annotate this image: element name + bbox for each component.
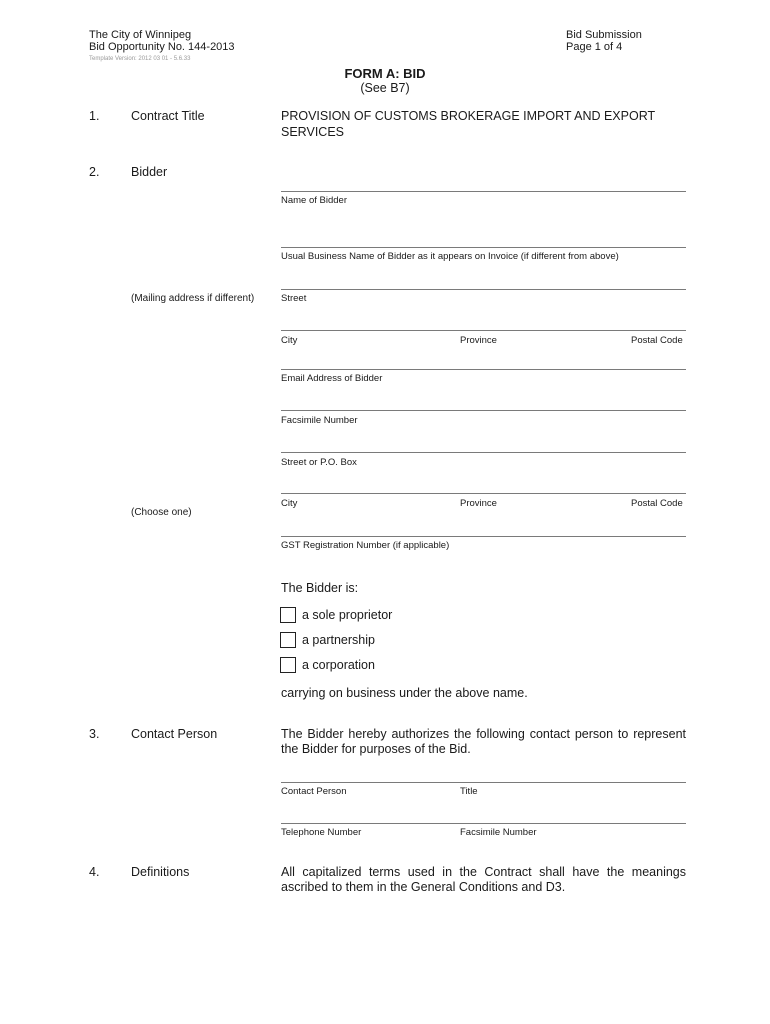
gst-line[interactable] xyxy=(281,536,686,537)
facsimile-line[interactable] xyxy=(281,410,686,411)
street-po-line[interactable] xyxy=(281,452,686,453)
form-title: FORM A: BID xyxy=(344,66,426,81)
contract-title-line2: SERVICES xyxy=(281,125,344,139)
street-po-label: Street or P.O. Box xyxy=(281,457,357,468)
facsimile-label-2: Facsimile Number xyxy=(460,827,537,838)
province-label-2: Province xyxy=(460,498,497,509)
title-label: Title xyxy=(460,786,478,797)
section-2-label: Bidder xyxy=(131,165,168,179)
usual-business-name-label: Usual Business Name of Bidder as it appears on Invoice (if different from above) xyxy=(281,251,619,262)
contact-title-line[interactable] xyxy=(281,782,686,783)
facsimile-label: Facsimile Number xyxy=(281,415,358,426)
street-line[interactable] xyxy=(281,289,686,290)
telephone-label: Telephone Number xyxy=(281,827,362,838)
name-of-bidder-line[interactable] xyxy=(281,191,686,192)
page-number: Page 1 of 4 xyxy=(566,41,623,53)
postal-code-label-2: Postal Code xyxy=(631,498,683,509)
section-2-number: 2. xyxy=(89,165,100,179)
bid-opportunity-number: Bid Opportunity No. 144-2013 xyxy=(89,41,235,53)
partnership-label: a partnership xyxy=(302,633,375,647)
province-label: Province xyxy=(460,335,497,346)
contact-person-text: The Bidder hereby authorizes the following contact person to represent the Bidder for purposes of the Bid. xyxy=(281,727,686,756)
bidder-is-heading: The Bidder is: xyxy=(281,581,359,595)
usual-business-name-line[interactable] xyxy=(281,247,686,248)
gst-label: GST Registration Number (if applicable) xyxy=(281,540,450,551)
template-version: Template Version: 2012 03 01 - 5.6.33 xyxy=(89,56,191,62)
section-3-number: 3. xyxy=(89,727,100,741)
city-province-postal-line-2[interactable] xyxy=(281,493,686,494)
bid-submission-label: Bid Submission xyxy=(566,29,642,41)
section-1-number: 1. xyxy=(89,109,100,123)
form-see-ref: (See B7) xyxy=(360,81,410,95)
corporation-checkbox[interactable] xyxy=(280,657,296,673)
email-line[interactable] xyxy=(281,369,686,370)
carrying-on-business-text: carrying on business under the above name. xyxy=(281,686,528,700)
city-name: The City of Winnipeg xyxy=(89,29,192,41)
contact-person-label: Contact Person xyxy=(281,786,347,797)
section-1-label: Contract Title xyxy=(131,109,205,123)
city-province-postal-line[interactable] xyxy=(281,330,686,331)
section-3-label: Contact Person xyxy=(131,727,218,741)
mailing-address-note: (Mailing address if different) xyxy=(131,293,255,304)
contract-title-line1: PROVISION OF CUSTOMS BROKERAGE IMPORT AND EXPORT xyxy=(281,109,656,123)
email-label: Email Address of Bidder xyxy=(281,373,383,384)
section-4-number: 4. xyxy=(89,865,100,879)
definitions-text: All capitalized terms used in the Contract shall have the meanings ascribed to them in the General Conditions and D3. xyxy=(281,865,686,894)
street-label: Street xyxy=(281,293,307,304)
section-4-label: Definitions xyxy=(131,865,190,879)
sole-proprietor-checkbox[interactable] xyxy=(280,607,296,623)
city-label: City xyxy=(281,335,298,346)
city-label-2: City xyxy=(281,498,298,509)
telephone-facsimile-line[interactable] xyxy=(281,823,686,824)
choose-one-note: (Choose one) xyxy=(131,507,192,518)
sole-proprietor-label: a sole proprietor xyxy=(302,608,393,622)
partnership-checkbox[interactable] xyxy=(280,632,296,648)
corporation-label: a corporation xyxy=(302,658,375,672)
name-of-bidder-label: Name of Bidder xyxy=(281,195,348,206)
postal-code-label: Postal Code xyxy=(631,335,683,346)
